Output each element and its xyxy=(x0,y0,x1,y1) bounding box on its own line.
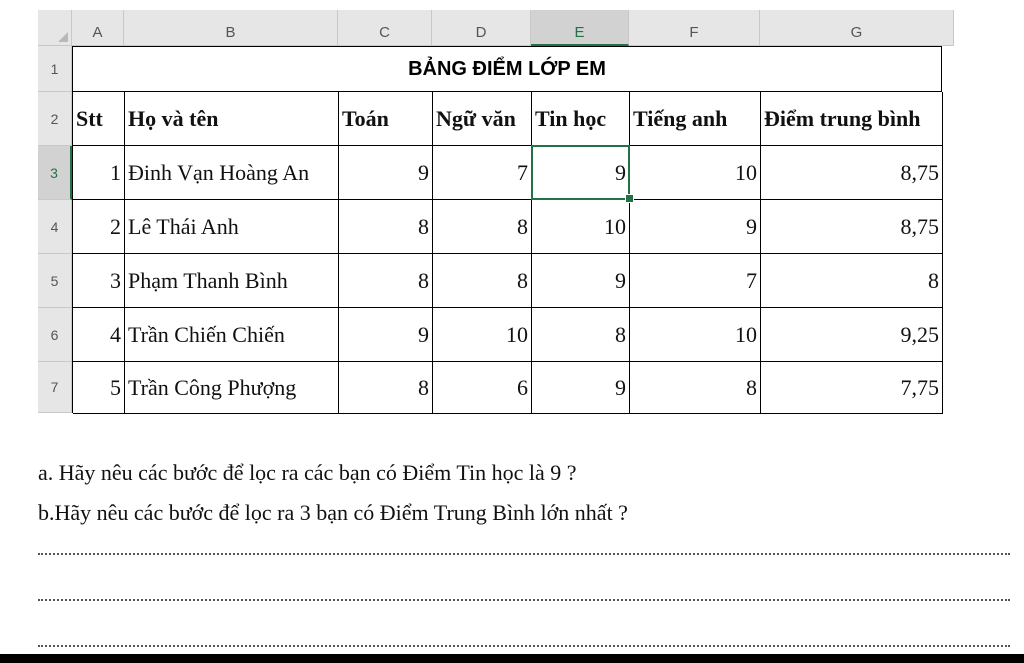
select-all-corner[interactable] xyxy=(38,10,72,46)
header-math[interactable]: Toán xyxy=(339,92,433,146)
cell-average[interactable]: 8 xyxy=(761,254,943,308)
cell-informatics[interactable]: 9 xyxy=(532,254,630,308)
header-stt[interactable]: Stt xyxy=(73,92,125,146)
cell-english[interactable]: 10 xyxy=(630,308,761,362)
header-average[interactable]: Điểm trung bình xyxy=(761,92,943,146)
spreadsheet xyxy=(38,10,954,413)
cell-math[interactable]: 9 xyxy=(339,146,433,200)
cell-informatics[interactable]: 10 xyxy=(532,200,630,254)
cell-literature[interactable]: 6 xyxy=(433,362,532,414)
cell-name[interactable]: Trần Công Phượng xyxy=(125,362,339,414)
row-header-5[interactable]: 5 xyxy=(38,254,72,308)
row-header-1[interactable]: 1 xyxy=(38,46,72,92)
cell-name[interactable]: Lê Thái Anh xyxy=(125,200,339,254)
column-header-b[interactable]: B xyxy=(124,10,338,46)
cell-name[interactable]: Trần Chiến Chiến xyxy=(125,308,339,362)
header-name[interactable]: Họ và tên xyxy=(125,92,339,146)
fill-handle[interactable] xyxy=(625,194,634,203)
cell-literature[interactable]: 7 xyxy=(433,146,532,200)
cell-literature[interactable]: 8 xyxy=(433,200,532,254)
select-all-triangle-icon xyxy=(58,32,68,42)
cell-informatics[interactable]: 8 xyxy=(532,308,630,362)
header-literature[interactable]: Ngữ văn xyxy=(433,92,532,146)
column-header-a[interactable]: A xyxy=(72,10,124,46)
row-header-3[interactable]: 3 xyxy=(38,146,72,200)
cell-math[interactable]: 8 xyxy=(339,362,433,414)
question-b: b.Hãy nêu các bước để lọc ra 3 bạn có Điểm Trung Bình lớn nhất ? xyxy=(38,500,628,525)
column-header-d[interactable]: D xyxy=(432,10,531,46)
cell-literature[interactable]: 8 xyxy=(433,254,532,308)
column-header-c[interactable]: C xyxy=(338,10,432,46)
header-english[interactable]: Tiếng anh xyxy=(630,92,761,146)
cell-stt[interactable]: 2 xyxy=(73,200,125,254)
cell-name[interactable]: Đinh Vạn Hoàng An xyxy=(125,146,339,200)
cell-literature[interactable]: 10 xyxy=(433,308,532,362)
cell-average[interactable]: 7,75 xyxy=(761,362,943,414)
cell-average[interactable]: 8,75 xyxy=(761,146,943,200)
cell-english[interactable]: 9 xyxy=(630,200,761,254)
answer-line-1 xyxy=(38,553,1010,555)
cell-name[interactable]: Phạm Thanh Bình xyxy=(125,254,339,308)
cell-average[interactable]: 9,25 xyxy=(761,308,943,362)
cell-stt[interactable]: 1 xyxy=(73,146,125,200)
row-header-2[interactable]: 2 xyxy=(38,92,72,146)
answer-line-3 xyxy=(38,645,1010,647)
cell-informatics[interactable]: 9 xyxy=(532,362,630,414)
question-a: a. Hãy nêu các bước để lọc ra các bạn có Điểm Tin học là 9 ? xyxy=(38,460,577,485)
cell-english[interactable]: 8 xyxy=(630,362,761,414)
cell-stt[interactable]: 4 xyxy=(73,308,125,362)
cell-stt[interactable]: 5 xyxy=(73,362,125,414)
row-header-4[interactable]: 4 xyxy=(38,200,72,254)
cell-math[interactable]: 9 xyxy=(339,308,433,362)
row-header-6[interactable]: 6 xyxy=(38,308,72,362)
cell-average[interactable]: 8,75 xyxy=(761,200,943,254)
cell-stt[interactable]: 3 xyxy=(73,254,125,308)
answer-line-2 xyxy=(38,599,1010,601)
cell-math[interactable]: 8 xyxy=(339,254,433,308)
bottom-border-bar xyxy=(0,654,1024,663)
cell-informatics[interactable]: 9 xyxy=(532,146,630,200)
cell-english[interactable]: 10 xyxy=(630,146,761,200)
column-header-f[interactable]: F xyxy=(629,10,760,46)
column-header-e[interactable]: E xyxy=(531,10,629,46)
cell-math[interactable]: 8 xyxy=(339,200,433,254)
row-header-7[interactable]: 7 xyxy=(38,362,72,413)
table-title[interactable]: BẢNG ĐIỂM LỚP EM xyxy=(72,46,942,92)
cell-english[interactable]: 7 xyxy=(630,254,761,308)
header-informatics[interactable]: Tin học xyxy=(532,92,630,146)
score-table xyxy=(72,91,942,413)
column-header-g[interactable]: G xyxy=(760,10,954,46)
